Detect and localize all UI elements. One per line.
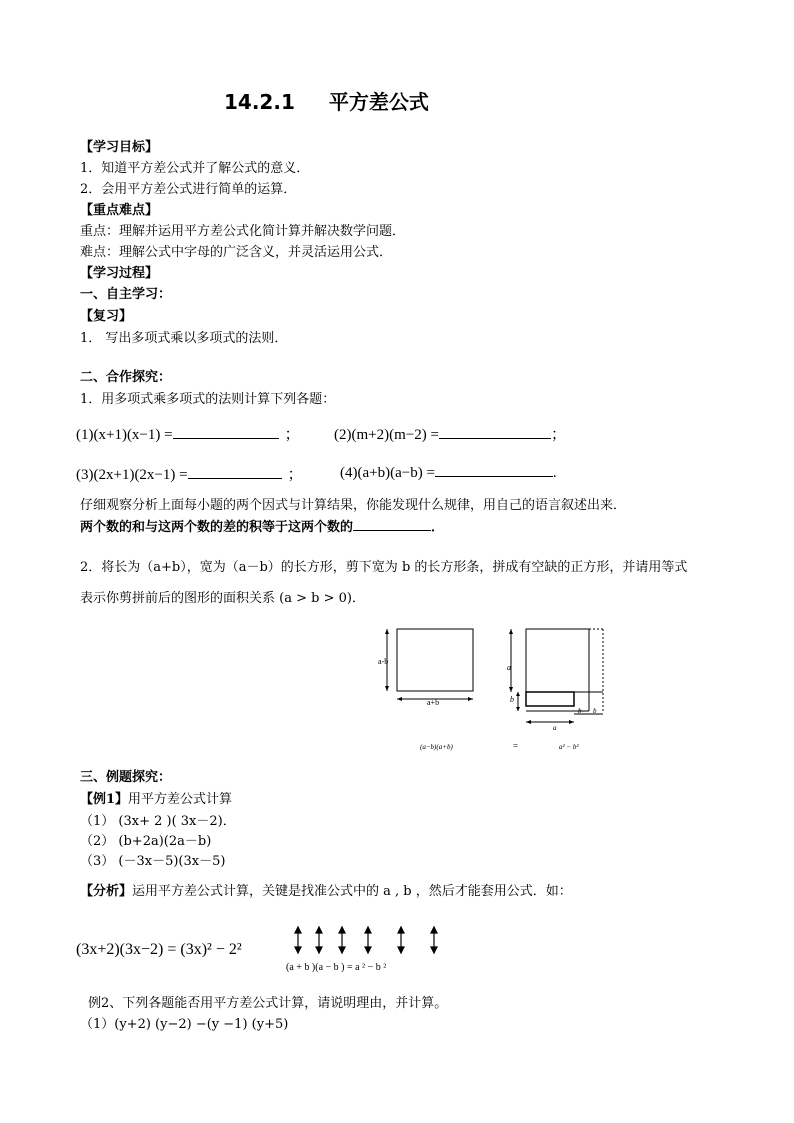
arrow-head xyxy=(509,687,513,692)
goals-header: 【学习目标】 xyxy=(80,140,159,155)
expr-2: (2)(m+2)(m−2) = ； xyxy=(334,427,566,443)
goal-item-1: 1．知道平方差公式并了解公式的意义． xyxy=(80,161,310,176)
arrow-head xyxy=(365,947,371,953)
observe-text: 仔细观察分析上面每小题的两个因式与计算结果，你能发现什么规律，用自己的语言叙述出来． xyxy=(80,498,627,513)
analysis-text: 【分析】运用平方差公式计算，关键是找准公式中的 a , b ，然后才能套用公式．如： xyxy=(80,884,572,899)
caption-eq: = xyxy=(513,741,519,751)
correspondence-arrows xyxy=(288,925,448,955)
arrow-head xyxy=(295,927,301,933)
coop-question-2-line2: 表示你剪拼前后的图形的面积关系 (a > b > 0)． xyxy=(80,591,365,606)
coop-header: 二、合作探究： xyxy=(80,370,172,385)
right-b-label: b xyxy=(510,695,514,704)
arrow-head xyxy=(365,927,371,933)
expr-1: (1)(x+1)(x−1) = ； xyxy=(76,427,300,443)
right-square xyxy=(526,629,589,692)
arrow-head xyxy=(316,927,322,933)
bottom-b2-label: b xyxy=(593,707,597,715)
process-header: 【学习过程】 xyxy=(80,266,159,281)
arrow-head xyxy=(397,697,402,701)
formula-pattern: (a + b )(a − b ) = a ² − b ² xyxy=(286,962,387,973)
key-header: 【重点难点】 xyxy=(80,203,159,218)
arrow-head xyxy=(468,697,473,701)
review-question: 1． 写出多项式乘以多项式的法则． xyxy=(80,331,288,346)
arrow-head xyxy=(569,720,574,724)
arrow-head xyxy=(295,947,301,953)
blank-2[interactable] xyxy=(439,425,551,439)
page-title xyxy=(224,86,429,115)
arrow-head xyxy=(431,947,437,953)
example-1-heading: 【例1】用平方差公式计算 xyxy=(80,792,233,807)
cut-strip xyxy=(526,692,574,706)
coop-question-2-line1: 2．将长为（a+b），宽为（a－b）的长方形，剪下宽为 b 的长方形条，拼成有空缺的正方形，并请用等式 xyxy=(80,560,688,575)
bottom-b1-label: b xyxy=(578,707,582,715)
arrow-head xyxy=(385,686,389,691)
arrow-head xyxy=(385,629,389,634)
arrow-head xyxy=(339,947,345,953)
blank-4[interactable] xyxy=(435,463,553,477)
arrow-head xyxy=(316,947,322,953)
arrow-head xyxy=(526,720,531,724)
review-header: 【复习】 xyxy=(80,309,133,324)
caption-left: (a−b)(a+b) xyxy=(420,743,453,751)
example-1-item-3: （3） (－3x－5)(3x－5) xyxy=(80,854,226,869)
expr-3: (3)(2x+1)(2x−1) = ； xyxy=(76,467,303,483)
example-1-item-2: （2） (b+2a)(2a－b) xyxy=(80,834,212,849)
blank-1[interactable] xyxy=(173,425,279,439)
left-rectangle xyxy=(397,629,473,691)
self-study-header: 一、自主学习： xyxy=(80,287,172,302)
conclusion-text: 两个数的和与这两个数的差的积等于这两个数的 ． xyxy=(80,517,444,536)
example-2-text: 例2、下列各题能否用平方差公式计算，请说明理由，并计算。 xyxy=(88,996,448,1011)
goal-item-2: 2．会用平方差公式进行简单的运算． xyxy=(80,182,297,197)
example-formula: (3x+2)(3x−2) = (3x)² − 2² xyxy=(76,941,242,958)
arrow-head xyxy=(398,927,404,933)
rectangle-figure xyxy=(375,622,615,758)
left-height-label: a-b xyxy=(378,657,389,666)
key-point: 重点：理解并运用平方差公式化简计算并解决数学问题． xyxy=(80,224,406,239)
arrow-head xyxy=(398,947,404,953)
arrow-head xyxy=(516,707,520,711)
conclusion-blank[interactable] xyxy=(353,517,431,531)
examples-header: 三、例题探究： xyxy=(80,770,172,785)
title-number: 14.2.1 xyxy=(224,90,295,114)
left-width-label: a+b xyxy=(427,698,440,707)
example-2-item-1: （1）(y+2) (y−2) −(y −1) (y+5) xyxy=(80,1017,289,1032)
coop-question-1: 1．用多项式乘多项式的法则计算下列各题： xyxy=(80,392,336,407)
arrow-head xyxy=(339,927,345,933)
arrow-head xyxy=(431,927,437,933)
blank-3[interactable] xyxy=(188,465,282,479)
example-1-item-1: （1） (3x+ 2 )( 3x－2)． xyxy=(80,814,236,829)
title-text: 平方差公式 xyxy=(328,90,429,114)
caption-right: a² − b² xyxy=(559,743,579,751)
bottom-a-label: a xyxy=(553,724,557,732)
expr-4: (4)(a+b)(a−b) = . xyxy=(340,465,557,481)
arrow-head xyxy=(516,692,520,696)
key-difficulty: 难点：理解公式中字母的广泛含义，并灵活运用公式． xyxy=(80,245,393,260)
arrow-head xyxy=(509,629,513,634)
right-a-label: a xyxy=(507,663,511,672)
